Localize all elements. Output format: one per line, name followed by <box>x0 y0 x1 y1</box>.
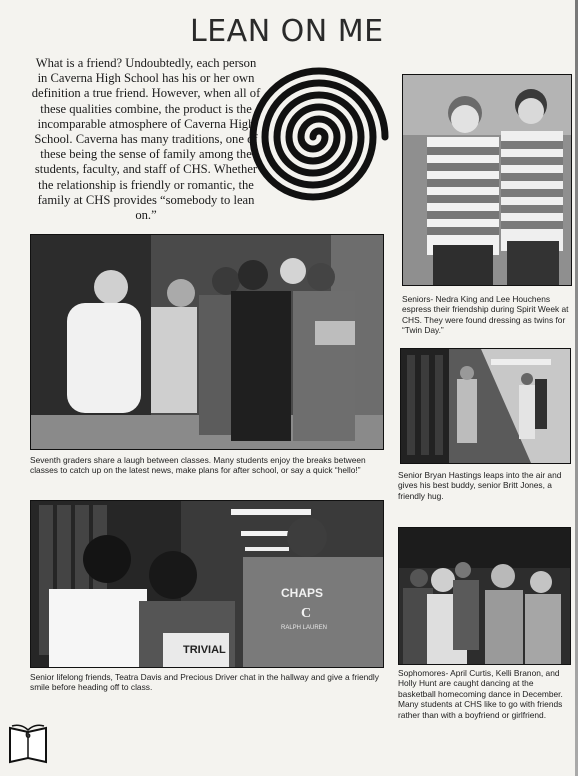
photo-seventh-graders <box>30 234 384 450</box>
caption-hallway: Senior lifelong friends, Teatra Davis and Precious Driver chat in the hallway and give a friendly smile before heading off to class. <box>30 672 379 693</box>
photo-dance <box>398 527 571 665</box>
intro-paragraph: What is a friend? Undoubtedly, each person in Caverna High School has his or her own definition a true friend. However, when all of these qualities combine, the product is the incomparable atmosphere of Caverna High School. Caverna has many traditions, one of these being the sense of family among the students, faculty, and staff of CHS. Whether the relationship is friendly or romantic, the family at CHS provides “somebody to lean on.” <box>31 56 261 223</box>
caption-seventh-graders: Seventh graders share a laugh between classes. Many students enjoy the breaks between classes to catch up on the latest news, make plans for after school, or say a quick “hello!” <box>30 455 366 476</box>
shirt-brand-text: CHAPS <box>281 586 324 600</box>
photo-hallway <box>30 500 384 668</box>
caption-hug: Senior Bryan Hastings leaps into the air and gives his best buddy, senior Britt Jones, a friendly hug. <box>398 470 562 501</box>
photo-hug <box>400 348 571 464</box>
page-title: LEAN ON ME <box>190 14 384 49</box>
page-number: 6 <box>25 729 31 741</box>
caption-twin-day: Seniors- Nedra King and Lee Houchens espress their friendship during Spirit Week at CHS. They were found dressing as twins for “Twin Day.” <box>402 294 569 336</box>
book-title-text: TRIVIAL <box>183 644 226 656</box>
photo-twin-day <box>402 74 572 286</box>
shirt-sub-text: RALPH LAUREN <box>281 625 328 631</box>
shirt-letter-text: C <box>301 606 312 621</box>
spiral-graphic <box>246 64 392 210</box>
caption-dance: Sophomores- April Curtis, Kelli Branon, and Holly Hunt are caught dancing at the basketball homecoming dance in December. Many students at CHS like to go with friends rather than with a boyfriend or girlfriend. <box>398 668 563 720</box>
